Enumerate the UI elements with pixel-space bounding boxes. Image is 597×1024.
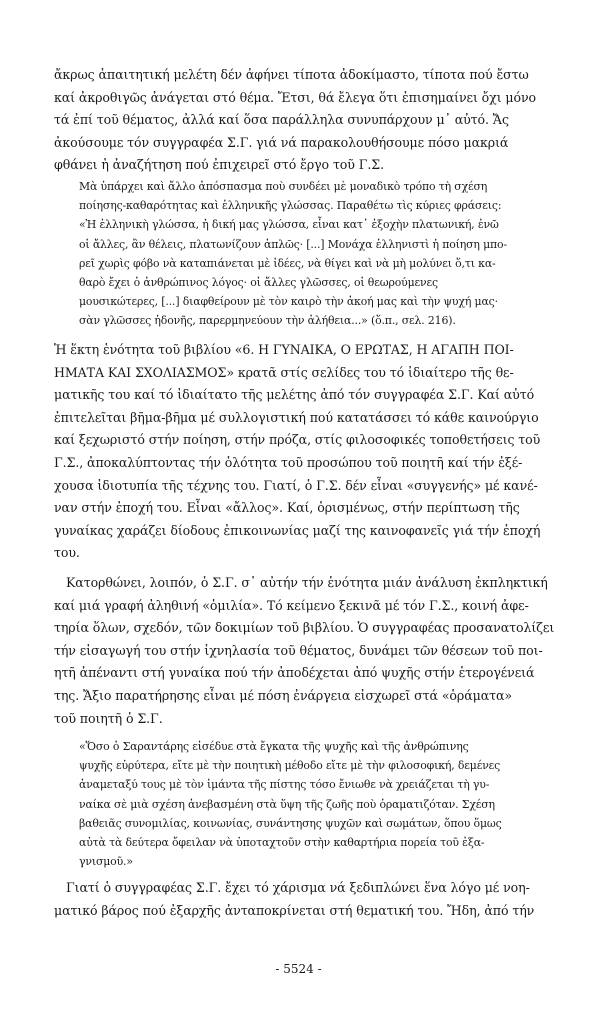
quote-line: ναίκα σὲ μιὰ σχέση ἀνεβασμένη στὰ ὕψη τῆς ζωῆς ποὺ ὁραματιζόταν. Σχέση <box>79 797 495 811</box>
page-number: - 5524 - <box>275 962 322 976</box>
quote-line: ἀναμεταξύ τους μὲ τὸν ἱμάντα τῆς πίστης τόσο ἔνιωθε νὰ χρειάζεται τὴ γυ- <box>79 778 490 792</box>
block-quote-sarantaris <box>79 737 549 871</box>
text-line: ἄκρως ἀπαιτητική μελέτη δέν ἀφήνει τίποτα ἀδοκίμαστο, τίποτα πού ἔστω <box>54 67 529 82</box>
text-line: Γιατί ὁ συγγραφέας Σ.Γ. ἔχει τό χάρισμα νά ξεδιπλώνει ἕνα λόγο μέ νοη- <box>66 880 530 895</box>
text-line: Γ.Σ., ἀποκαλύπτοντας τήν ὁλότητα τοῦ προσώπου τοῦ ποιητῆ καί τήν ἐξέ- <box>54 454 523 470</box>
text-line: καί μιά γραφή ἀληθινή «ὁμιλία». Τό κείμενο ξεκινᾶ μέ τόν Γ.Σ., κοινή ἀφε- <box>54 597 529 613</box>
text-line: τά ἐπί τοῦ θέματος, ἀλλά καί ὅσα παράλληλα συνυπάρχουν μ᾽ αὐτό. Ἄς <box>54 112 509 128</box>
quote-line: οἱ ἄλλες, ἂν θέλεις, πλατωνίζουν ἁπλῶς· [...] Μονάχα ἑλληνιστὶ ἡ ποίηση μπο- <box>79 237 507 251</box>
quote-line: «Ἡ ἑλληνικὴ γλώσσα, ἡ δική μας γλώσσα, εἶναι κατ᾽ ἐξοχὴν πλατωνική, ἐνῶ <box>79 218 499 232</box>
text-line: της. Ἄξιο παρατήρησης εἶναι μέ πόση ἐνάργεια εἰσχωρεῖ στά «ὁράματα» <box>54 687 512 703</box>
paragraph-sixth-section <box>54 339 556 565</box>
text-line: ἀκούσουμε τόν συγγραφέα Σ.Γ. γιά νά παρακολουθήσουμε πόσο μακριά <box>54 134 509 150</box>
text-line: ἐπιτελεῖται βῆμα-βῆμα μέ συλλογιστική πού κατατάσσει τό κάθε καινούργιο <box>54 409 539 425</box>
text-line: του. <box>54 545 80 561</box>
text-line: καί ἀκροθιγῶς ἀνάγεται στό θέμα. Ἔτσι, θά ἔλεγα ὅτι ἐπισημαίνει ὄχι μόνο <box>54 89 537 105</box>
paragraph-analysis <box>54 572 556 730</box>
text-line: ναν στήν ἐποχή του. Εἶναι «ἄλλος». Καί, ὁρισμένως, στήν περίπτωση τῆς <box>54 500 520 516</box>
text-line: ματικῆς του καί τό ἰδιαίτατο τῆς μελέτης ἀπό τόν συγγραφέα Σ.Γ. Καί αὐτό <box>54 387 535 403</box>
text-line: τήν εἰσαγωγή του στήν ἰχνηλασία τοῦ θέματος, δυνάμει τῶν θέσεων τοῦ ποι- <box>54 642 543 658</box>
quote-line: αὐτὰ τὰ δεύτερα ὄφειλαν νὰ ὑποταχτοῦν στὴν καθαρτήρια πορεία τοῦ ἐξα- <box>79 836 485 850</box>
quote-line: Μὰ ὑπάρχει καὶ ἄλλο ἀπόσπασμα ποὺ συνδέει μὲ μοναδικὸ τρόπο τὴ σχέση <box>79 180 488 193</box>
quote-line: θαρὸ ἔχει ὁ ἀνθρώπινος λόγος· οἱ ἄλλες γλῶσσες, οἱ θεωρούμενες <box>79 276 438 290</box>
quote-line: σὰν γλῶσσες ἡδονῆς, παρερμηνεύουν τὴν ἀλήθεια...» (ὅ.π., σελ. 216). <box>79 314 456 328</box>
text-line: ητῆ ἀπέναντι στή γυναίκα πού τήν ἀποδέχεται ἀπό ψυχῆς στήν ἑτερογένειά <box>54 665 535 681</box>
text-line: τηρία ὅλων, σχεδόν, τῶν δοκιμίων τοῦ βιβλίου. Ὁ συγγραφέας προσανατολίζει <box>54 620 555 636</box>
paragraph-closing <box>54 877 556 922</box>
text-line: Κατορθώνει, λοιπόν, ὁ Σ.Γ. σ᾽ αὐτήν τήν ἑνότητα μιάν ἀνάλυση ἐκπληκτική <box>66 575 548 590</box>
text-line: ματικό βάρος πού ἐξαρχῆς ἀνταποκρίνεται στή θεματική του. Ἤδη, ἀπό τήν <box>54 902 535 918</box>
quote-line: ψυχῆς εὐρύτερα, εἴτε μὲ τὴν ποιητικὴ μέθοδο εἴτε μὲ τὴν φιλοσοφική, δεμένες <box>79 759 501 773</box>
text-line: τοῦ ποιητῆ ὁ Σ.Γ. <box>54 710 163 726</box>
text-line: φθάνει ἡ ἀναζήτηση πού ἐπιχειρεῖ στό ἔργο τοῦ Γ.Σ. <box>54 157 385 173</box>
text-line: ΗΜΑΤΑ ΚΑΙ ΣΧΟΛΙΑΣΜΟΣ» κρατᾶ στίς σελίδες του τό ἰδιαίτερο τῆς θε- <box>54 364 514 380</box>
text-line: χουσα ἰδιοτυπία τῆς τέχνης του. Γιατί, ὁ Γ.Σ. δέν εἶναι «συγγενής» μέ κανέ- <box>54 477 538 493</box>
quote-line: ποίησης-καθαρότητας καὶ ἑλληνικῆς γλώσσας. Παραθέτω τὶς κύριες φράσεις: <box>79 199 502 213</box>
text-line: καί ξεχωριστό στήν ποίηση, στήν πρόζα, στίς φιλοσοφικές τοποθετήσεις τοῦ <box>54 432 541 448</box>
quote-line: «Ὅσο ὁ Σαραντάρης εἰσέδυε στὰ ἔγκατα τῆς ψυχῆς καὶ τῆς ἀνθρώπινης <box>79 740 469 753</box>
paragraph-intro <box>54 64 556 177</box>
quote-line: βαθειᾶς συνομιλίας, κοινωνίας, συνάντησης ψυχῶν καὶ σωμάτων, ὅπου ὅμως <box>79 816 502 830</box>
quote-line: μουσικώτερες, [...] διαφθείρουν μὲ τὸν καιρὸ τὴν ἀκοή μας καὶ τὴν ψυχή μας· <box>79 295 498 309</box>
block-quote-language <box>79 177 549 331</box>
text-line: γυναίκας χαράζει δίοδους ἐπικοινωνίας μαζί της καινοφανεῖς γιά τήν ἐποχή <box>54 522 541 538</box>
text-line: Ἡ ἕκτη ἑνότητα τοῦ βιβλίου «6. Η ΓΥΝΑΙΚΑ, Ο ΕΡΩΤΑΣ, Η ΑΓΑΠΗ ΠΟΙ- <box>54 342 514 357</box>
quote-line: ρεῖ χωρὶς φόβο νὰ καταπιάνεται μὲ ἰδέες, νὰ θίγει καὶ νὰ μὴ μολύνει ὅ,τι κα- <box>79 256 496 270</box>
quote-line: γνισμοῦ.» <box>79 855 133 869</box>
